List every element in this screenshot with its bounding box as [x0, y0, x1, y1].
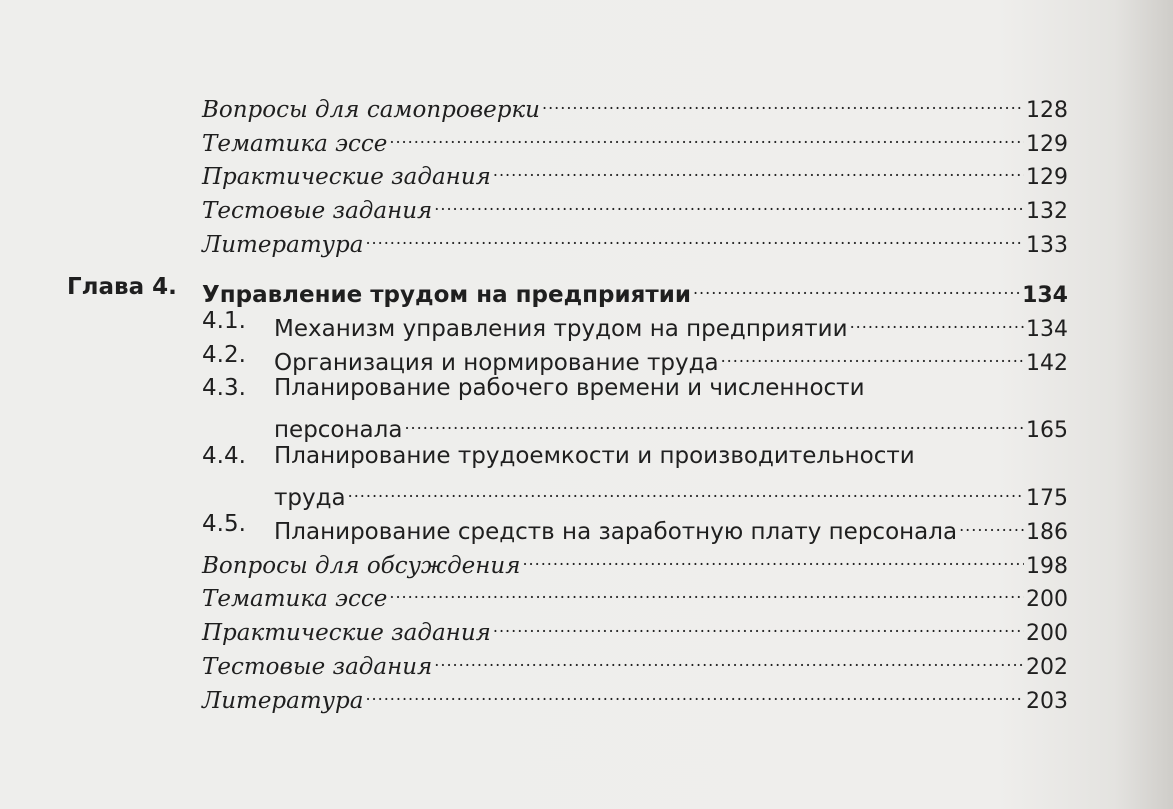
dot-leader — [959, 509, 1024, 539]
dot-leader — [693, 272, 1020, 302]
toc-entry-page: 128 — [1026, 98, 1068, 123]
section-title: труда — [274, 485, 346, 511]
section-page: 175 — [1026, 486, 1068, 511]
dot-leader — [434, 188, 1024, 218]
section-title: Планирование средств на заработную плату персонала — [274, 519, 958, 545]
dot-leader — [721, 340, 1024, 370]
toc-entry — [202, 678, 1068, 717]
toc-entry-title: Литература — [202, 232, 364, 258]
section-title: Организация и нормирование труда — [274, 350, 719, 376]
dot-leader — [365, 222, 1024, 252]
section-number: 4.2. — [202, 342, 246, 368]
dot-leader — [542, 87, 1024, 117]
toc-entry-title: Практические задания — [202, 620, 491, 646]
dot-leader — [348, 475, 1024, 505]
section-number: 4.1. — [202, 308, 246, 334]
dot-leader — [850, 306, 1024, 336]
section-page: 165 — [1026, 418, 1068, 443]
section-title: Механизм управления трудом на предприятии — [274, 316, 848, 342]
toc-entry-page: 198 — [1026, 554, 1068, 579]
dot-leader — [389, 576, 1024, 606]
dot-leader — [404, 407, 1024, 437]
dot-leader — [522, 543, 1024, 573]
section-page: 186 — [1026, 520, 1068, 545]
toc-entry-title: Литература — [202, 688, 364, 714]
chapter-page: 134 — [1022, 283, 1068, 308]
toc-entry-page: 129 — [1026, 165, 1068, 190]
toc-entry-title: Вопросы для самопроверки — [202, 97, 540, 123]
chapter-title: Управление трудом на предприятии — [202, 282, 691, 308]
toc-entry-page: 132 — [1026, 199, 1068, 224]
dot-leader — [389, 121, 1024, 151]
toc-entry-page: 200 — [1026, 587, 1068, 612]
section-title-line: Планирование трудоемкости и производительности — [274, 443, 915, 469]
section-page: 142 — [1026, 351, 1068, 376]
section-title: персонала — [274, 417, 403, 443]
toc-entry-page: 203 — [1026, 689, 1068, 714]
dot-leader — [493, 610, 1024, 640]
dot-leader — [434, 644, 1024, 674]
dot-leader — [365, 678, 1024, 708]
section-number: 4.3. — [202, 375, 246, 401]
toc-entry-title: Тестовые задания — [202, 654, 433, 680]
toc-entry-title: Тематика эссе — [202, 131, 388, 157]
toc-entry-page: 200 — [1026, 621, 1068, 646]
dot-leader — [493, 154, 1024, 184]
section-page: 134 — [1026, 317, 1068, 342]
section-number: 4.4. — [202, 443, 246, 469]
chapter-label: Глава 4. — [67, 274, 177, 300]
section-number: 4.5. — [202, 511, 246, 537]
toc-entry-title: Вопросы для обсуждения — [202, 553, 521, 579]
toc-entry-page: 202 — [1026, 655, 1068, 680]
toc-entry-page: 129 — [1026, 132, 1068, 157]
toc-entry-page: 133 — [1026, 233, 1068, 258]
toc-entry — [202, 222, 1068, 261]
section-title-line: Планирование рабочего времени и численности — [274, 375, 865, 401]
toc-entry-title: Тестовые задания — [202, 198, 433, 224]
toc-entry-title: Практические задания — [202, 164, 491, 190]
toc-entry-title: Тематика эссе — [202, 586, 388, 612]
